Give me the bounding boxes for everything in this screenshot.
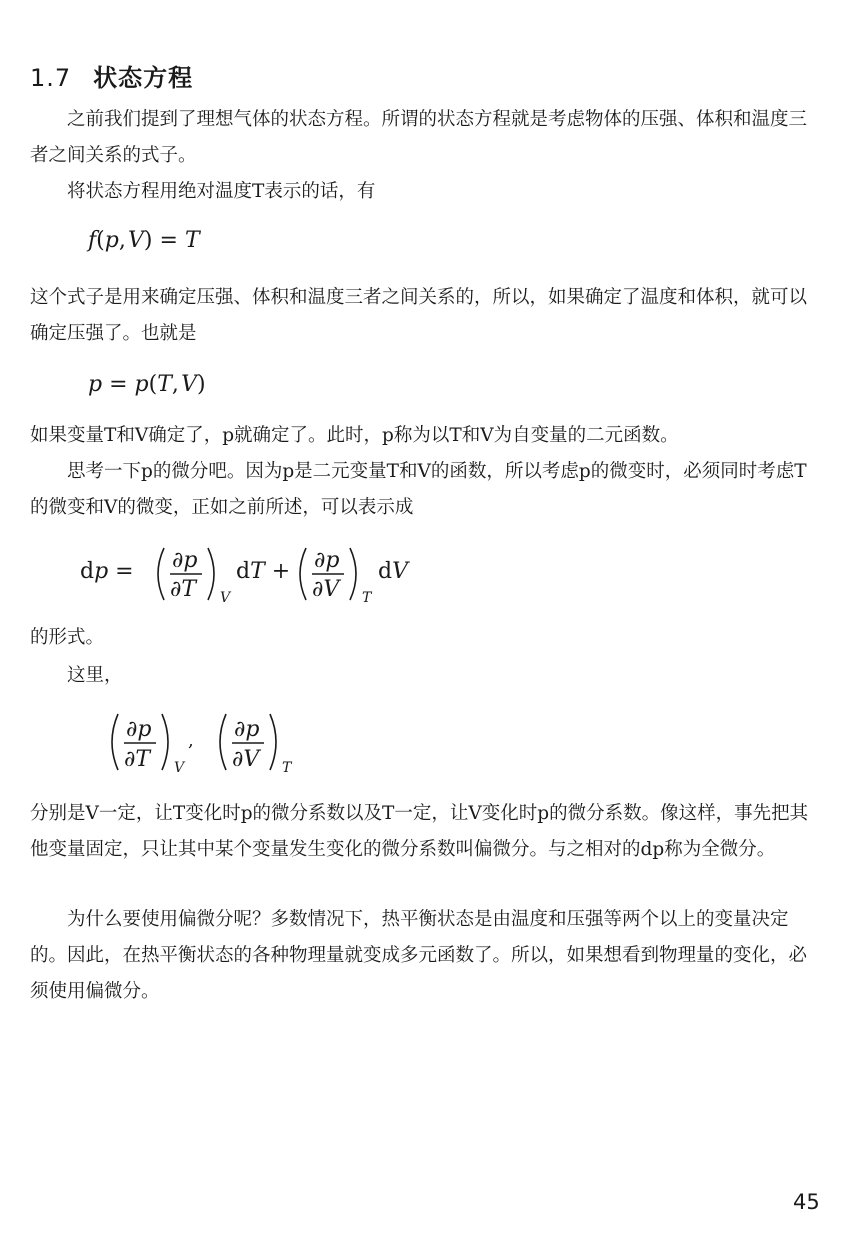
svg-text:∂T: ∂T: [170, 577, 197, 602]
svg-text:∂p: ∂p: [172, 548, 198, 573]
equation-state-function: f(p, V) = T: [88, 228, 200, 253]
svg-text:V: V: [220, 590, 231, 606]
svg-text:∂V: ∂V: [232, 747, 260, 772]
paragraph-3: 这个式子是用来确定压强、体积和温度三者之间关系的，所以，如果确定了温度和体积，就可以确定压强了。也就是: [30, 287, 808, 344]
svg-text:∂p: ∂p: [314, 548, 340, 573]
svg-text:∂p: ∂p: [126, 717, 152, 742]
equation-partial-derivatives: [104, 706, 304, 778]
equation-pressure-function: p = p(T, V): [88, 372, 206, 397]
svg-text:T: T: [362, 590, 372, 606]
svg-text:∂p: ∂p: [234, 717, 260, 742]
svg-text:dT +: dT +: [236, 559, 291, 584]
svg-text:dp =: dp =: [80, 559, 134, 584]
svg-text:∂T: ∂T: [124, 747, 151, 772]
page-number: 45: [793, 1190, 820, 1214]
paragraph-1: 之前我们提到了理想气体的状态方程。所谓的状态方程就是考虑物体的压强、体积和温度三者之间关系的式子。: [30, 109, 808, 166]
paragraph-4: 如果变量T和V确定了，p就确定了。此时，p称为以T和V为自变量的二元函数。: [30, 425, 679, 446]
svg-text:T: T: [282, 760, 292, 776]
section-number: 1.7: [30, 64, 72, 92]
svg-text:V: V: [174, 760, 185, 776]
paragraph-7: 这里，: [67, 665, 123, 686]
paragraph-6: 的形式。: [30, 627, 105, 648]
svg-text:dV: dV: [378, 559, 408, 584]
paragraph-5: 思考一下p的微分吧。因为p是二元变量T和V的函数，所以考虑p的微变时，必须同时考虑T的微变和V的微变，正如之前所述，可以表示成: [30, 461, 807, 518]
svg-text:∂V: ∂V: [312, 577, 340, 602]
section-title: 状态方程: [93, 64, 194, 92]
paragraph-9: 为什么要使用偏微分呢？多数情况下，热平衡状态是由温度和压强等两个以上的变量决定的。因此，在热平衡状态的各种物理量就变成多元函数了。所以，如果想看到物理量的变化，必须使用偏微分。: [30, 909, 808, 1002]
svg-text:,: ,: [188, 730, 194, 751]
paragraph-2: 将状态方程用绝对温度T表示的话，有: [67, 181, 376, 202]
paragraph-8: 分别是V一定，让T变化时p的微分系数以及T一定，让V变化时p的微分系数。像这样，事先把其他变量固定，只让其中某个变量发生变化的微分系数叫偏微分。与之相对的dp称为全微分。: [30, 803, 809, 860]
section-heading: [30, 58, 193, 93]
equation-total-differential: [80, 538, 440, 610]
